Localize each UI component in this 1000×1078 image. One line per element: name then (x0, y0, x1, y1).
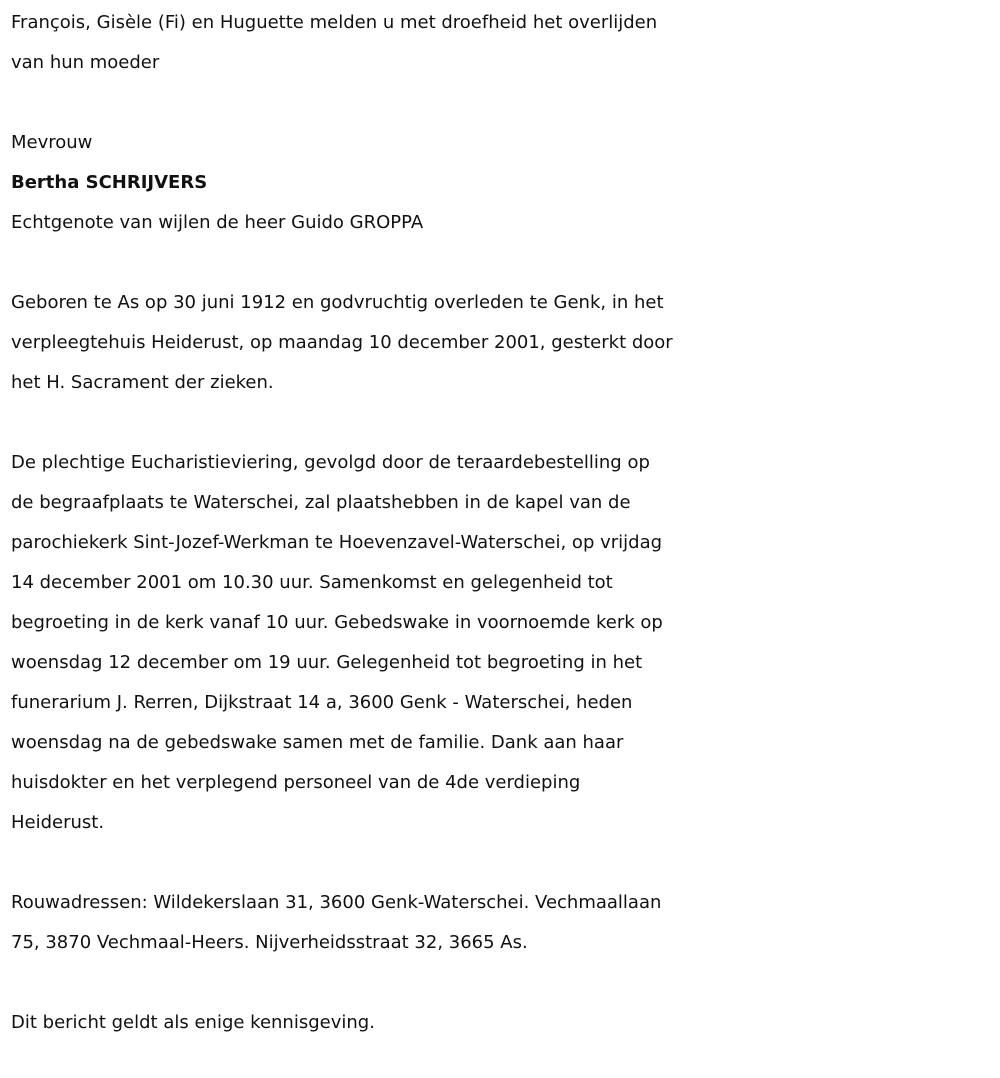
intro-line: van hun moeder (11, 52, 160, 73)
deceased-name: Bertha SCHRIJVERS (11, 172, 208, 193)
spacer (11, 83, 996, 123)
spacer (11, 963, 996, 1003)
spacer (11, 243, 996, 283)
spouse-line: Echtgenote van wijlen de heer Guido GROPPA (11, 212, 424, 233)
ceremony-line: begroeting in de kerk vanaf 10 uur. Gebedswake in voornoemde kerk op (11, 612, 663, 633)
ceremony-line: 14 december 2001 om 10.30 uur. Samenkomst en gelegenheid tot (11, 572, 613, 593)
birth-line: verpleegtehuis Heiderust, op maandag 10 december 2001, gesterkt door (11, 332, 673, 353)
spacer (11, 403, 996, 443)
address-paragraph (11, 883, 996, 963)
ceremony-line: huisdokter en het verplegend personeel van de 4de verdieping (11, 772, 581, 793)
ceremony-line: funerarium J. Rerren, Dijkstraat 14 a, 3600 Genk - Waterschei, heden (11, 692, 633, 713)
ceremony-line: woensdag 12 december om 19 uur. Gelegenheid tot begroeting in het (11, 652, 643, 673)
obituary-document (11, 3, 996, 1043)
ceremony-line: De plechtige Eucharistieviering, gevolgd door de teraardebestelling op (11, 452, 650, 473)
address-line: 75, 3870 Vechmaal-Heers. Nijverheidsstraat 32, 3665 As. (11, 932, 528, 953)
address-line: Rouwadressen: Wildekerslaan 31, 3600 Genk-Waterschei. Vechmaallaan (11, 892, 662, 913)
ceremony-paragraph (11, 443, 996, 843)
ceremony-line: de begraafplaats te Waterschei, zal plaatshebben in de kapel van de (11, 492, 631, 513)
intro-line: François, Gisèle (Fi) en Huguette melden u met droefheid het overlijden (11, 12, 658, 33)
ceremony-line: woensdag na de gebedswake samen met de familie. Dank aan haar (11, 732, 624, 753)
ceremony-line: parochiekerk Sint-Jozef-Werkman te Hoevenzavel-Waterschei, op vrijdag (11, 532, 663, 553)
intro-paragraph (11, 3, 996, 83)
closing-line: Dit bericht geldt als enige kennisgeving. (11, 1012, 375, 1033)
title-line: Mevrouw (11, 132, 93, 153)
spacer (11, 843, 996, 883)
ceremony-line: Heiderust. (11, 812, 105, 833)
birth-line: het H. Sacrament der zieken. (11, 372, 274, 393)
birth-line: Geboren te As op 30 juni 1912 en godvruchtig overleden te Genk, in het (11, 292, 664, 313)
birth-paragraph (11, 283, 996, 403)
